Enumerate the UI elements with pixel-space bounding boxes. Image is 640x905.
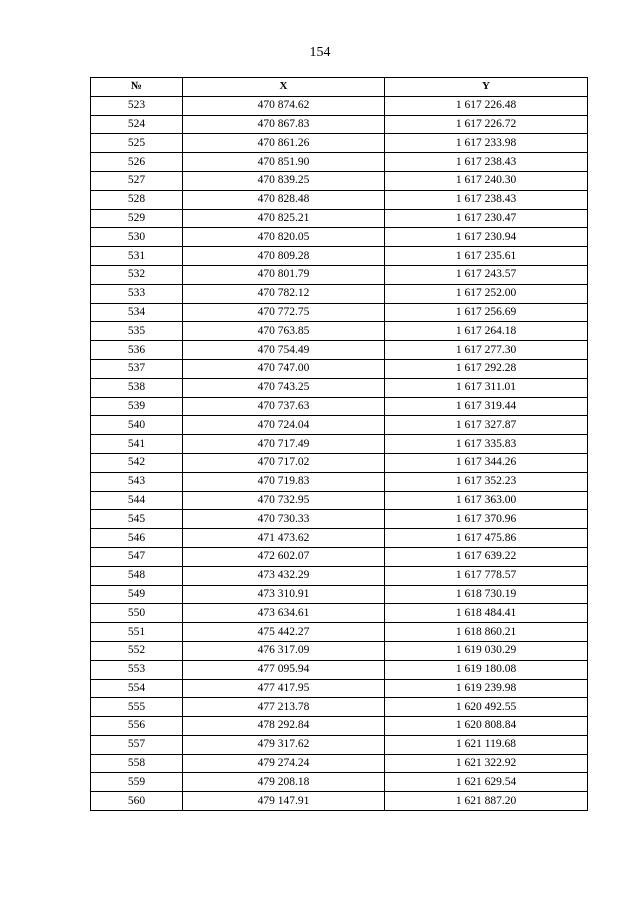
cell-x: 470 861.26	[183, 134, 385, 153]
cell-number: 557	[91, 735, 183, 754]
cell-number: 530	[91, 228, 183, 247]
cell-x: 470 747.00	[183, 359, 385, 378]
cell-y: 1 617 230.94	[385, 228, 588, 247]
cell-number: 535	[91, 322, 183, 341]
table-row	[91, 472, 588, 491]
cell-x: 479 208.18	[183, 773, 385, 792]
cell-number: 529	[91, 209, 183, 228]
cell-x: 470 874.62	[183, 96, 385, 115]
cell-number: 550	[91, 604, 183, 623]
cell-y: 1 617 363.00	[385, 491, 588, 510]
cell-x: 473 310.91	[183, 585, 385, 604]
table-row	[91, 792, 588, 811]
cell-y: 1 619 180.08	[385, 660, 588, 679]
cell-number: 534	[91, 303, 183, 322]
table-row	[91, 416, 588, 435]
cell-x: 471 473.62	[183, 529, 385, 548]
cell-y: 1 617 277.30	[385, 341, 588, 360]
cell-number: 544	[91, 491, 183, 510]
cell-y: 1 617 370.96	[385, 510, 588, 529]
cell-x: 473 432.29	[183, 566, 385, 585]
cell-x: 470 782.12	[183, 284, 385, 303]
cell-x: 470 839.25	[183, 171, 385, 190]
cell-y: 1 617 235.61	[385, 247, 588, 266]
cell-number: 532	[91, 265, 183, 284]
cell-number: 537	[91, 359, 183, 378]
table-row	[91, 453, 588, 472]
cell-y: 1 617 256.69	[385, 303, 588, 322]
cell-number: 551	[91, 623, 183, 642]
cell-number: 548	[91, 566, 183, 585]
cell-y: 1 617 240.30	[385, 171, 588, 190]
cell-y: 1 617 319.44	[385, 397, 588, 416]
table-row	[91, 209, 588, 228]
cell-number: 536	[91, 341, 183, 360]
cell-x: 470 867.83	[183, 115, 385, 134]
cell-y: 1 617 252.00	[385, 284, 588, 303]
cell-x: 479 317.62	[183, 735, 385, 754]
cell-y: 1 617 238.43	[385, 190, 588, 209]
cell-y: 1 620 808.84	[385, 717, 588, 736]
coordinates-table	[90, 77, 588, 811]
cell-y: 1 619 030.29	[385, 641, 588, 660]
header-y: Y	[385, 78, 588, 97]
cell-y: 1 618 860.21	[385, 623, 588, 642]
table-row	[91, 96, 588, 115]
table-row	[91, 529, 588, 548]
cell-x: 470 737.63	[183, 397, 385, 416]
cell-x: 470 809.28	[183, 247, 385, 266]
cell-y: 1 621 119.68	[385, 735, 588, 754]
cell-y: 1 617 233.98	[385, 134, 588, 153]
cell-y: 1 621 322.92	[385, 754, 588, 773]
cell-number: 560	[91, 792, 183, 811]
table-row	[91, 510, 588, 529]
table-row	[91, 322, 588, 341]
table-row	[91, 585, 588, 604]
cell-y: 1 618 730.19	[385, 585, 588, 604]
cell-number: 559	[91, 773, 183, 792]
cell-number: 533	[91, 284, 183, 303]
table-row	[91, 660, 588, 679]
cell-number: 558	[91, 754, 183, 773]
cell-number: 542	[91, 453, 183, 472]
cell-x: 470 717.02	[183, 453, 385, 472]
cell-x: 470 724.04	[183, 416, 385, 435]
cell-y: 1 617 352.23	[385, 472, 588, 491]
cell-number: 540	[91, 416, 183, 435]
cell-y: 1 617 243.57	[385, 265, 588, 284]
table-row	[91, 547, 588, 566]
cell-number: 525	[91, 134, 183, 153]
table-row	[91, 397, 588, 416]
cell-x: 473 634.61	[183, 604, 385, 623]
cell-x: 470 828.48	[183, 190, 385, 209]
table-row	[91, 717, 588, 736]
table-row	[91, 641, 588, 660]
table-row	[91, 378, 588, 397]
cell-x: 470 732.95	[183, 491, 385, 510]
cell-number: 528	[91, 190, 183, 209]
table-row	[91, 698, 588, 717]
table-row	[91, 171, 588, 190]
cell-x: 470 717.49	[183, 435, 385, 454]
cell-x: 475 442.27	[183, 623, 385, 642]
table-row	[91, 247, 588, 266]
cell-y: 1 620 492.55	[385, 698, 588, 717]
cell-x: 476 317.09	[183, 641, 385, 660]
cell-x: 470 801.79	[183, 265, 385, 284]
cell-x: 478 292.84	[183, 717, 385, 736]
cell-number: 554	[91, 679, 183, 698]
cell-y: 1 617 226.48	[385, 96, 588, 115]
table-row	[91, 341, 588, 360]
cell-x: 470 719.83	[183, 472, 385, 491]
cell-y: 1 617 264.18	[385, 322, 588, 341]
table-body	[91, 96, 588, 810]
cell-number: 549	[91, 585, 183, 604]
cell-y: 1 621 629.54	[385, 773, 588, 792]
cell-y: 1 617 230.47	[385, 209, 588, 228]
cell-number: 539	[91, 397, 183, 416]
table-row	[91, 491, 588, 510]
cell-number: 553	[91, 660, 183, 679]
table-row	[91, 679, 588, 698]
cell-x: 477 095.94	[183, 660, 385, 679]
cell-number: 531	[91, 247, 183, 266]
cell-y: 1 617 475.86	[385, 529, 588, 548]
cell-y: 1 617 778.57	[385, 566, 588, 585]
table-row	[91, 265, 588, 284]
cell-x: 470 820.05	[183, 228, 385, 247]
cell-x: 470 851.90	[183, 153, 385, 172]
cell-y: 1 617 344.26	[385, 453, 588, 472]
cell-x: 470 730.33	[183, 510, 385, 529]
cell-number: 543	[91, 472, 183, 491]
cell-x: 470 754.49	[183, 341, 385, 360]
cell-x: 477 213.78	[183, 698, 385, 717]
table-row	[91, 623, 588, 642]
table-row	[91, 190, 588, 209]
cell-x: 472 602.07	[183, 547, 385, 566]
cell-number: 545	[91, 510, 183, 529]
cell-number: 555	[91, 698, 183, 717]
cell-y: 1 617 335.83	[385, 435, 588, 454]
table-row	[91, 604, 588, 623]
table-row	[91, 435, 588, 454]
cell-x: 470 743.25	[183, 378, 385, 397]
cell-number: 546	[91, 529, 183, 548]
table-header-row	[91, 78, 588, 97]
table-row	[91, 735, 588, 754]
cell-number: 538	[91, 378, 183, 397]
cell-x: 479 147.91	[183, 792, 385, 811]
table-row	[91, 773, 588, 792]
cell-y: 1 617 226.72	[385, 115, 588, 134]
cell-number: 547	[91, 547, 183, 566]
cell-y: 1 621 887.20	[385, 792, 588, 811]
cell-y: 1 618 484.41	[385, 604, 588, 623]
table-row	[91, 566, 588, 585]
cell-number: 523	[91, 96, 183, 115]
cell-x: 470 772.75	[183, 303, 385, 322]
cell-y: 1 617 311.01	[385, 378, 588, 397]
table-row	[91, 228, 588, 247]
cell-y: 1 619 239.98	[385, 679, 588, 698]
cell-number: 556	[91, 717, 183, 736]
cell-y: 1 617 639.22	[385, 547, 588, 566]
table-row	[91, 303, 588, 322]
cell-number: 526	[91, 153, 183, 172]
cell-y: 1 617 292.28	[385, 359, 588, 378]
header-x: X	[183, 78, 385, 97]
table-row	[91, 359, 588, 378]
cell-number: 541	[91, 435, 183, 454]
cell-number: 552	[91, 641, 183, 660]
table-row	[91, 115, 588, 134]
cell-x: 470 763.85	[183, 322, 385, 341]
cell-y: 1 617 327.87	[385, 416, 588, 435]
table-row	[91, 754, 588, 773]
cell-x: 479 274.24	[183, 754, 385, 773]
cell-number: 524	[91, 115, 183, 134]
cell-x: 470 825.21	[183, 209, 385, 228]
cell-y: 1 617 238.43	[385, 153, 588, 172]
page-number: 154	[309, 45, 331, 60]
header-number: №	[91, 78, 183, 97]
table-row	[91, 284, 588, 303]
cell-number: 527	[91, 171, 183, 190]
table-row	[91, 153, 588, 172]
table-row	[91, 134, 588, 153]
cell-x: 477 417.95	[183, 679, 385, 698]
